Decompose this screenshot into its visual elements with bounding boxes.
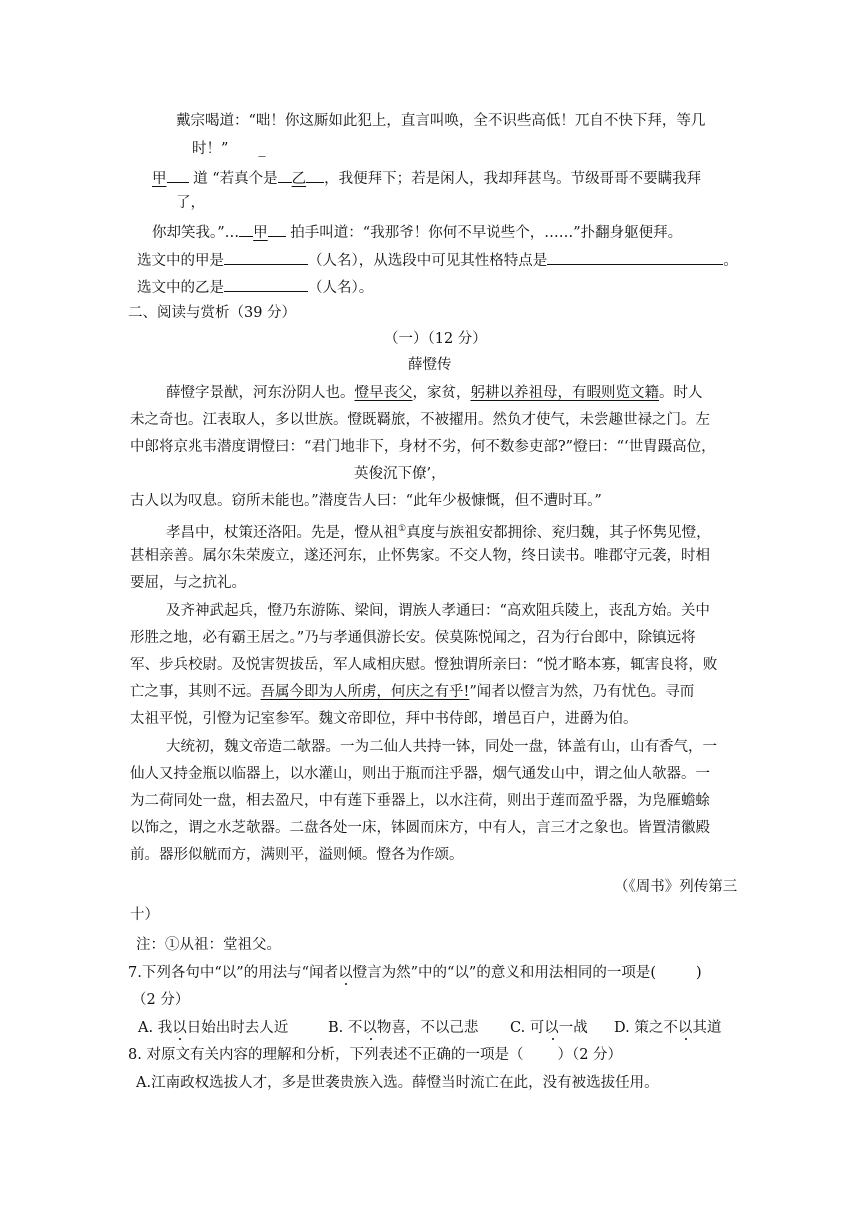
blank-jia-2: 甲 bbox=[253, 225, 268, 241]
para3-line2: 形胜之地，必有霸王居之。”乃与孝通俱游长安。侯莫陈悦闻之，召为行台郎中，除镇远将 bbox=[130, 630, 696, 646]
answer-blank-jia[interactable] bbox=[224, 250, 308, 265]
para2-line1: 孝昌中，杖策还洛阳。先是，憕从祖①真度与族祖安都拥徐、兖归魏，其子怀隽见憕， bbox=[166, 524, 711, 541]
drama-line-5: 你却笑我。”… 甲 拍手叫道：“我那爷！你何不早说些个，……”扑翻身躯便拜。 bbox=[152, 222, 682, 242]
para3-line3: 军、步兵校尉。及悦害贺拔岳，军人咸相庆慰。憕独谓所亲曰：“悦才略本寡，辄害良将，败 bbox=[130, 657, 718, 673]
source-citation: （《周书》列传第三 bbox=[614, 879, 738, 895]
blank-jia: 甲 bbox=[152, 171, 167, 187]
drama-line-2: 时！” _ bbox=[192, 141, 266, 157]
q7-option-c[interactable]: C. 可以一战 bbox=[510, 1020, 588, 1036]
question-jia: 选文中的甲是 （人名），从选段中可见其性格特点是 。 bbox=[137, 250, 738, 270]
q8-stem: 8. 对原文有关内容的理解和分析，下列表述不正确的一项是（ ）（2 分） bbox=[128, 1047, 623, 1063]
para4-line5: 前。器形似觥而方，满则平，溢则倾。憕各为作颂。 bbox=[130, 847, 464, 863]
question-yi: 选文中的乙是 （人名）。 bbox=[137, 277, 373, 297]
drama-line-3: 甲 道 “若真个是 乙 ，我便拜下；若是闲人，我却拜甚鸟。节级哥哥不要瞒我拜 bbox=[152, 168, 701, 188]
q8-option-a[interactable]: A.江南政权选拔人才，多是世袭贵族入选。薛憕当时流亡在此，没有被选拔任用。 bbox=[136, 1075, 659, 1091]
answer-blank-trait[interactable] bbox=[547, 250, 723, 265]
source-citation-cont: 十） bbox=[130, 907, 159, 923]
para4-line1: 大统初，魏文帝造二欹器。一为二仙人共持一钵，同处一盘，钵盖有山，山有香气，一 bbox=[166, 739, 717, 755]
para3-line5: 太祖平悦，引憕为记室参军。魏文帝即位，拜中书侍郎，增邑百户，进爵为伯。 bbox=[130, 711, 638, 727]
q7-score: （2 分） bbox=[132, 992, 190, 1008]
para2-line2: 甚相亲善。属尔朱荣废立，遂还河东，止怀隽家。不交人物，终日读书。唯郡守元袭，时相 bbox=[130, 548, 710, 564]
passage-subtitle: （一）（12 分） bbox=[384, 331, 487, 347]
q7-option-b[interactable]: B. 不以物喜，不以己悲 bbox=[328, 1020, 479, 1036]
passage-title: 薛憕传 bbox=[408, 357, 452, 373]
para4-line4: 以饰之，谓之水芝欹器。二盘各处一床，钵圆而床方，中有人，言三才之象也。皆置清徽殿 bbox=[130, 820, 710, 836]
para4-line2: 仙人又持金瓶以临器上，以水灌山，则出于瓶而注乎器，烟气通发山中，谓之仙人欹器。一 bbox=[130, 766, 710, 782]
para1-line1: 薛憕字景猷，河东汾阴人也。憕早丧父，家贫，躬耕以养祖母，有暇则览文籍。时人 bbox=[166, 385, 703, 401]
para3-line4: 亡之事，其则不远。吾属今即为人所虏，何庆之有乎!”闻者以憕言为然，乃有忧色。寻而 bbox=[130, 684, 695, 700]
para1-line4: 英俊沉下僚’， bbox=[354, 466, 446, 482]
para3-line1: 及齐神武起兵，憕乃东游陈、梁间，谓族人孝通曰：“高欢阻兵陵上，丧乱方始。关中 bbox=[166, 603, 710, 619]
section-heading: 二、阅读与赏析（39 分） bbox=[128, 305, 297, 321]
para1-line2: 未之奇也。江表取人，多以世族。憕既羇旅，不被擢用。然负才使气，未尝趣世禄之门。左 bbox=[130, 412, 710, 428]
footnote: 注：①从祖：堂祖父。 bbox=[136, 937, 281, 953]
drama-line-4: 了， bbox=[176, 195, 205, 211]
q7-option-d[interactable]: D. 策之不以其道 bbox=[614, 1020, 722, 1036]
answer-blank-yi[interactable] bbox=[224, 277, 308, 292]
para1-line3: 中郎将京兆韦潜度谓憕曰：“君门地非下，身材不劣，何不数参吏部?”憕曰：“‘世胄蹑高位， bbox=[130, 439, 716, 455]
para2-line3: 要屈，与之抗礼。 bbox=[130, 575, 246, 591]
para4-line3: 为二荷同处一盘，相去盈尺，中有莲下垂器上，以水注荷，则出于莲而盈乎器，为凫雁蟾蜍 bbox=[130, 793, 710, 809]
drama-line-1: 戴宗喝道：“咄！你这厮如此犯上，直言叫唤，全不识些高低！兀自不快下拜，等几 bbox=[176, 113, 706, 129]
blank-yi: 乙 bbox=[291, 171, 307, 187]
q7-option-a[interactable]: A. 我以日始出时去人近 bbox=[138, 1020, 289, 1036]
para1-line5: 古人以为叹息。窃所未能也。”潜度告人曰：“此年少极慷慨，但不遭时耳。” bbox=[130, 493, 602, 509]
q7-stem: 7.下列各句中“以”的用法与“闻者以憕言为然”中的“以”的意义和用法相同的一项是( ) bbox=[128, 965, 702, 981]
